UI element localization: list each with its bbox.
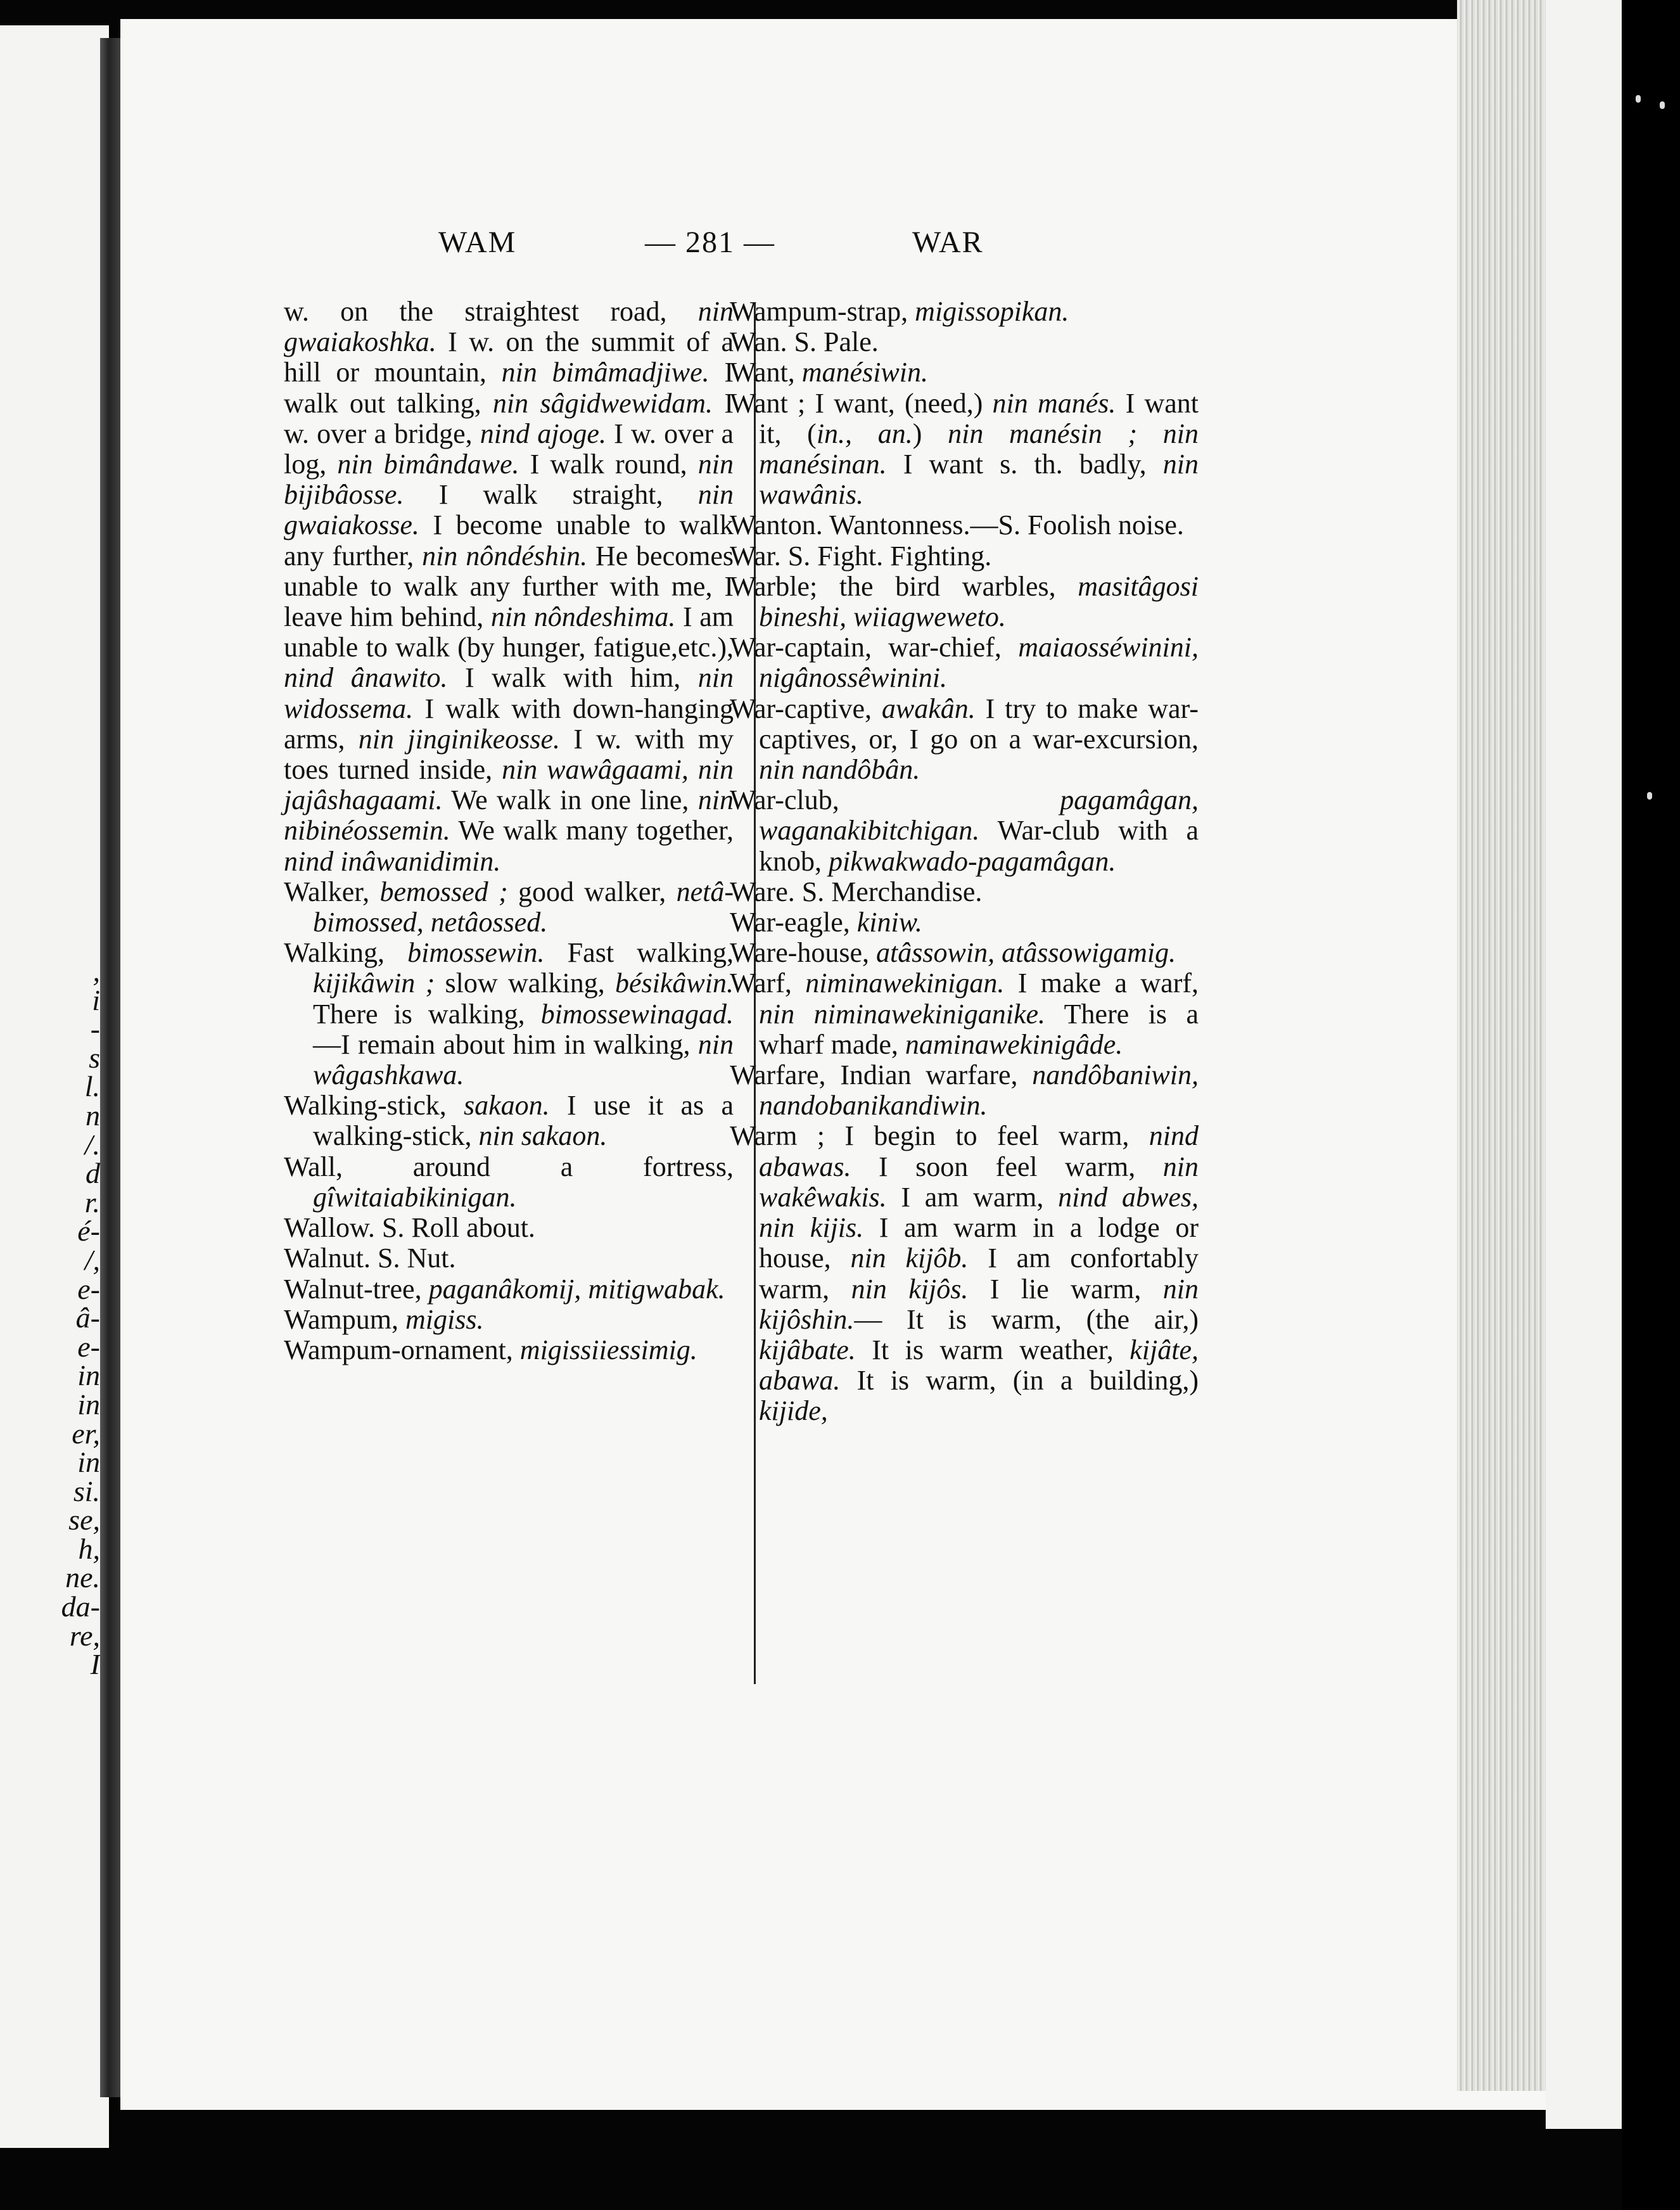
- dust-speck: [1636, 95, 1641, 103]
- dictionary-entry: Walnut. S. Nut.: [284, 1242, 456, 1274]
- running-head-right: WAR: [912, 226, 984, 259]
- book-gutter: [100, 38, 122, 2097]
- dust-speck: [1660, 101, 1665, 109]
- dictionary-entry: War-eagle, kiniw.: [730, 907, 922, 938]
- running-head-left: WAM: [438, 226, 517, 259]
- left-column: [284, 297, 734, 1365]
- dictionary-entry: War. S. Fight. Fighting.: [730, 540, 992, 572]
- dictionary-entry: Wallow. S. Roll about.: [284, 1212, 535, 1244]
- dictionary-entry: w. on the straightest road, nin gwaiakoshka. I w. on the summit of a hill or mountain, nin bimâmadjiwe. I walk out talking, nin sâgidwewidam. I w. over a bridge, nind ajoge. I w. over a log, nin bimândawe. I walk round, nin bijibâosse. I walk straight, nin gwaiakosse. I become unable to walk any further, nin nôndéshin. He becomes unable to walk any further with me, I leave him behind, nin nôndeshima. I am unable to walk (by hunger, fatigue,etc.), nind ânawito. I walk with him, nin widossema. I walk with down-hanging arms, nin jinginikeosse. I w. with my toes turned inside, nin wawâgaami, nin jajâshagaami. We walk in one line, nin nibinéossemin. We walk many together, nind inâwanidimin.: [284, 296, 734, 877]
- left-page-text-fragments: , i - s l. n /. d r. é- /, e- â- e- in in er, in si. se, h, ne. da- re, I: [61, 955, 100, 1681]
- dictionary-entry: Warf, niminawekinigan. I make a warf, nin niminawekiniganike. There is a wharf made, naminawekinigâde.: [730, 968, 1199, 1060]
- dictionary-entry: Walking, bimossewin. Fast walking, kijikâwin ; slow walking, bésikâwin. There is walking, bimossewinagad.—I remain about him in walking, nin wâgashkawa.: [284, 937, 734, 1091]
- dictionary-entry: Wall, around a fortress, gîwitaiabikinigan.: [284, 1151, 734, 1213]
- dictionary-entry: Ware. S. Merchandise.: [730, 876, 983, 907]
- dictionary-entry: Ware-house, atâssowin, atâssowigamig.: [730, 937, 1176, 969]
- dictionary-entry: Wampum, migiss.: [284, 1303, 484, 1335]
- dictionary-entry: War-captive, awakân. I try to make war-captives, or, I go on a war-excursion, nin nandôbân.: [730, 693, 1199, 786]
- dictionary-entry: Wampum-ornament, migissiiessimig.: [284, 1334, 697, 1365]
- background-right: [1622, 0, 1680, 2210]
- dictionary-entry: War-captain, war-chief, maiaosséwinini, nigânossêwinini.: [730, 632, 1199, 694]
- dictionary-entry: War-club, pagamâgan, waganakibitchigan. War-club with a knob, pikwakwado-pagamâgan.: [730, 784, 1199, 877]
- dictionary-entry: Wampum-strap, migissopikan.: [730, 296, 1069, 327]
- dictionary-entry: Warble; the bird warbles, masitâgosi bineshi, wiiagweweto.: [730, 570, 1199, 633]
- dictionary-entry: Walker, bemossed ; good walker, netâ-bimossed, netâossed.: [284, 876, 734, 938]
- right-column: [730, 297, 1199, 1427]
- page-number: — 281 —: [645, 226, 775, 259]
- dictionary-entry: Wanton. Wantonness.—S. Foolish noise.: [730, 509, 1184, 541]
- dictionary-entry: Warfare, Indian warfare, nandôbaniwin, nandobanikandiwin.: [730, 1059, 1199, 1121]
- left-adjacent-page: [0, 25, 109, 2148]
- dictionary-entry: Wan. S. Pale.: [730, 326, 879, 358]
- dictionary-entry: Want ; I want, (need,) nin manés. I want it, (in., an.) nin manésin ; nin manésinan. I want s. th. badly, nin wawânis.: [730, 387, 1199, 511]
- dictionary-entry: Want, manésiwin.: [730, 357, 928, 388]
- page-edge-outer: [1546, 0, 1622, 2129]
- dictionary-entry: Walnut-tree, paganâkomij, mitigwabak.: [284, 1273, 725, 1305]
- dictionary-entry: Walking-stick, sakaon. I use it as a walking-stick, nin sakaon.: [284, 1090, 734, 1152]
- dust-speck: [1647, 792, 1652, 800]
- dictionary-entry: Warm ; I begin to feel warm, nind abawas. I soon feel warm, nin wakêwakis. I am warm, nind abwes, nin kijis. I am warm in a lodge or house, nin kijôb. I am confortably warm, nin kijôs. I lie warm, nin kijôshin.— It is warm, (the air,) kijâbate. It is warm weather, kijâte, abawa. It is warm, (in a building,) kijide,: [730, 1120, 1199, 1427]
